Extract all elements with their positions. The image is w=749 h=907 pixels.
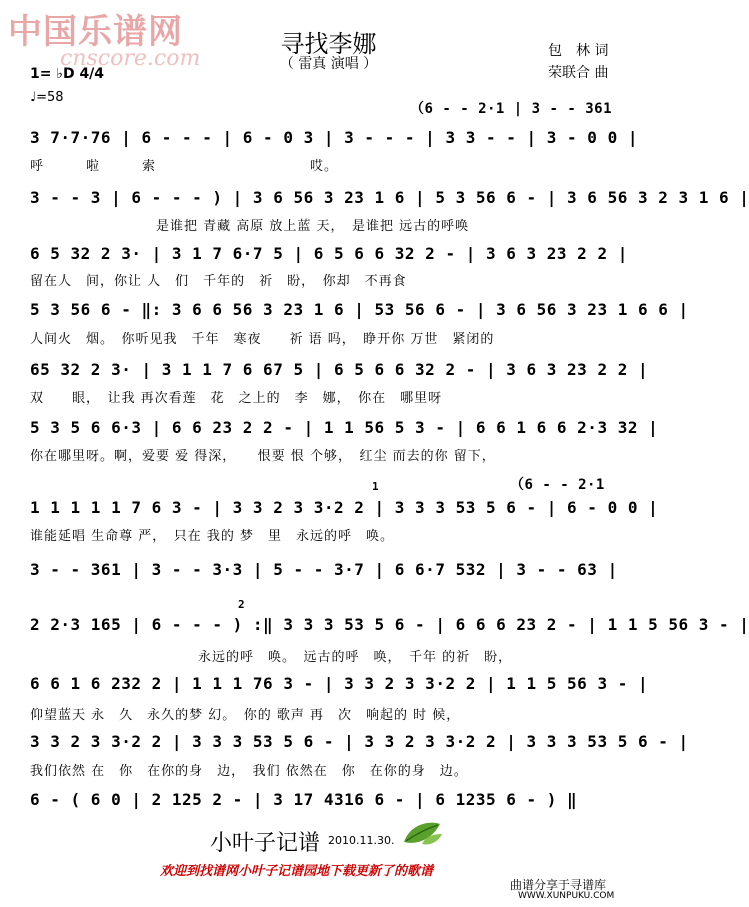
tempo-marking: ♩=58 — [30, 90, 64, 105]
lyrics-row-3: 留在人 间，你让 人 们 千年的 祈 盼， 你却 不再食 — [30, 274, 407, 289]
lyrics-row-1: 呼 啦 索 哎。 — [30, 159, 339, 174]
notes-row-1: 3 7·7·76 | 6 - - - | 6 - 0 3 | 3 - - - | 3 3 - - | 3 - 0 0 | — [30, 128, 638, 147]
intro-ending-notes: （6 - - 2·1 | 3 - - 361 — [410, 101, 613, 117]
singer-credit: （ 雷真 演唱 ） — [279, 56, 378, 72]
notes-row-7: 1 1 1 1 1 7 6 3 - | 3 3 2 3 3·2 2 | 3 3 3 53 5 6 - | 6 - 0 0 | — [30, 498, 659, 517]
welcome-banner: 欢迎到找谱网小叶子记谱园地下载更新了的歌谱 — [160, 864, 434, 879]
composer-credit: 荣联合 曲 — [548, 65, 609, 81]
lyrics-row-4: 人间火 烟。 你听见我 千年 寒夜 祈 语 吗， 睁开你 万世 紧闭的 — [30, 332, 495, 347]
first-ending-marker: 1 — [372, 480, 379, 493]
transcription-date: 2010.11.30. — [328, 834, 395, 847]
lyrics-row-10: 仰望蓝天 永 久 永久的梦 幻。 你的 歌声 再 次 响起的 时 候， — [30, 708, 461, 723]
notes-row-2: 3 - - 3 | 6 - - - ) | 3 6 56 3 23 1 6 | 5 3 56 6 - | 3 6 56 3 2 3 1 6 | — [30, 188, 749, 207]
second-ending-marker: 2 — [238, 598, 245, 611]
lyrics-row-9: 永远的呼 唤。 远古的呼 唤， 千年 的祈 盼， — [30, 650, 513, 665]
watermark-logo-url: cnscore.com — [60, 46, 201, 71]
notes-row-11: 3 3 2 3 3·2 2 | 3 3 3 53 5 6 - | 3 3 2 3 3·2 2 | 3 3 3 53 5 6 - | — [30, 732, 689, 751]
lyrics-row-5: 双 眼， 让我 再次看莲 花 之上的 李 娜， 你在 哪里呀 — [30, 391, 443, 406]
notes-row-4: 5 3 56 6 - ‖: 3 6 6 56 3 23 1 6 | 53 56 6 - | 3 6 56 3 23 1 6 6 | — [30, 300, 689, 319]
leaf-icon — [400, 818, 444, 852]
notes-row-8: 3 - - 361 | 3 - - 3·3 | 5 - - 3·7 | 6 6·7 532 | 3 - - 63 | — [30, 560, 618, 579]
notes-row-12: 6 - ( 6 0 | 2 125 2 - | 3 17 4316 6 - | 6 1235 6 - ) ‖ — [30, 790, 578, 809]
notes-row-6: 5 3 5 6 6·3 | 6 6 23 2 2 - | 1 1 56 5 3 - | 6 6 1 6 6 2·3 32 | — [30, 418, 659, 437]
lyrics-row-11: 我们依然 在 你 在你的身 边， 我们 依然在 你 在你的身 边。 — [30, 764, 468, 779]
lyricist-credit: 包 林 词 — [548, 43, 609, 59]
lyrics-row-2: 是谁把 青藏 高原 放上蓝 天， 是谁把 远古的呼唤 — [30, 219, 470, 234]
first-ending-bracket: （6 - - 2·1 — [510, 477, 605, 493]
song-title: 寻找李娜 — [280, 30, 377, 58]
lyrics-row-6: 你在哪里呀。啊，爱要 爱 得深， 恨要 恨 个够， 红尘 而去的你 留下， — [30, 449, 496, 464]
notes-row-3: 6 5 32 2 3· | 3 1 7 6·7 5 | 6 5 6 6 32 2 - | 3 6 3 23 2 2 | — [30, 244, 628, 263]
notes-row-5: 65 32 2 3· | 3 1 1 7 6 67 5 | 6 5 6 6 32 2 - | 3 6 3 23 2 2 | — [30, 360, 649, 379]
notes-row-9: 2 2·3 165 | 6 - - - ) :‖ 3 3 3 53 5 6 - | 6 6 6 23 2 - | 1 1 5 56 3 - | — [30, 615, 749, 634]
notes-row-10: 6 6 1 6 232 2 | 1 1 1 76 3 - | 3 3 2 3 3·2 2 | 1 1 5 56 3 - | — [30, 674, 649, 693]
key-signature: 1= ♭D 4/4 — [30, 66, 105, 82]
share-note: 曲谱分享于寻谱库 — [510, 878, 607, 892]
site-url: WWW.XUNPUKU.COM — [518, 891, 615, 901]
watermark-logo-text: 中国乐谱网 — [8, 12, 183, 52]
transcriber-signature: 小叶子记谱 — [210, 831, 321, 856]
lyrics-row-7: 谁能延唱 生命尊 严， 只在 我的 梦 里 永远的呼 唤。 — [30, 529, 395, 544]
